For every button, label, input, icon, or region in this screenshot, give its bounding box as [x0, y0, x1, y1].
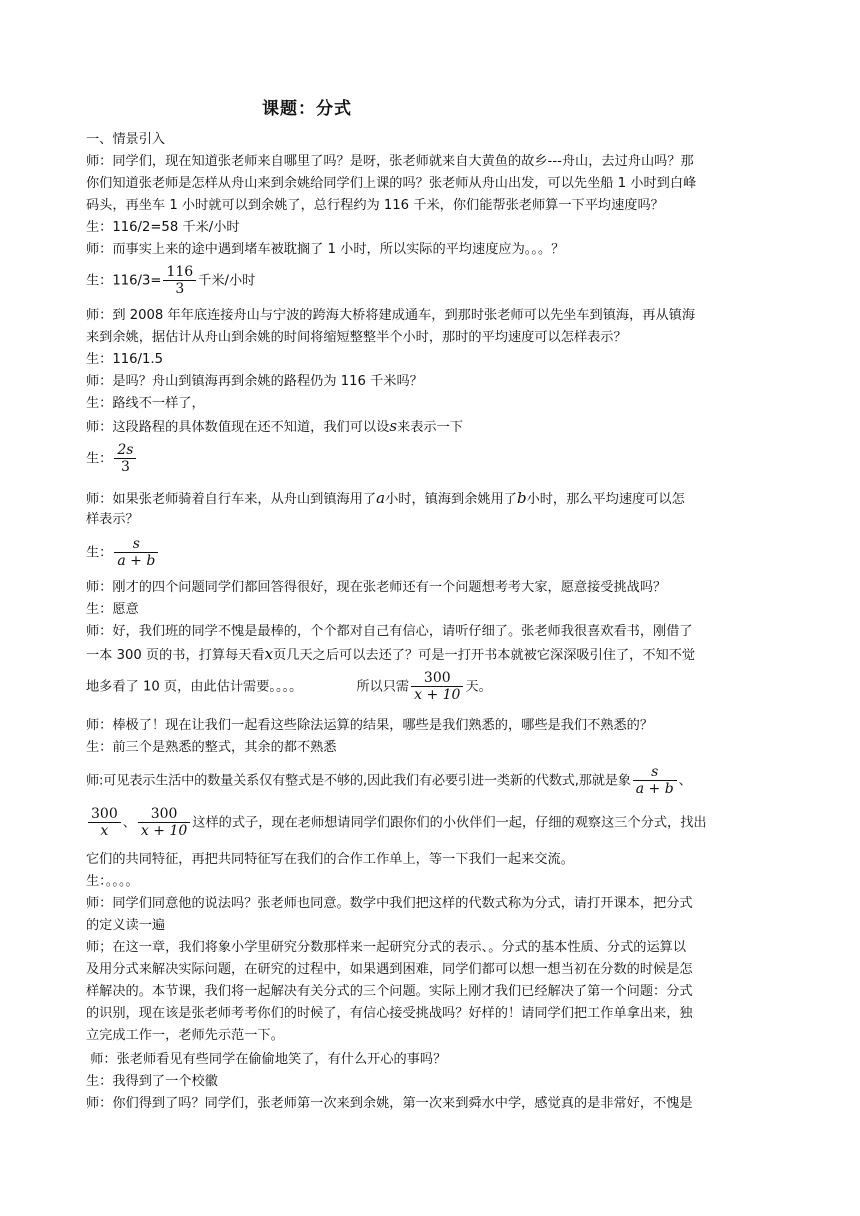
line-text: 小时，镇海到余姚用了 — [385, 492, 517, 507]
paragraph-line: 师：到 2008 年年底连接舟山与宁波的跨海大桥将建成通车，到那时张老师可以先坐车到镇海，再从镇海 — [86, 308, 696, 323]
paragraph-line: 样表示？ — [86, 512, 139, 527]
line-text: 这样的式子，现在老师想请同学们跟你们的小伙伴们一起，仔细的观察这三个分式，找出 — [192, 815, 707, 831]
line-text: 、 — [122, 815, 136, 831]
fraction-denominator: x + 10 — [411, 686, 463, 703]
line-text: 所以只需 — [356, 679, 410, 695]
paragraph-line: 师：同学们同意他的说法吗？张老师也同意。数学中我们把这样的代数式称为分式，请打开课本，把分式 — [86, 896, 693, 911]
paragraph-line: 来到余姚，据估计从舟山到余姚的时间将缩短整整半个小时，那时的平均速度可以怎样表示？ — [86, 330, 627, 345]
paragraph-line — [86, 644, 780, 666]
fraction-denominator: a + b — [114, 552, 158, 569]
paragraph-line: 师：棒极了！现在让我们一起看这些除法运算的结果，哪些是我们熟悉的，哪些是我们不熟悉的？ — [86, 718, 654, 733]
paragraph-line: 师：同学们，现在知道张老师来自哪里了吗？是呀，张老师就来自大黄鱼的故乡---舟山，去过舟山吗？那 — [86, 154, 694, 169]
line-text: 千米/小时 — [198, 273, 256, 289]
paragraph-line: 师；在这一章，我们将象小学里研究分数那样来一起研究分式的表示、。分式的基本性质、分式的运算以 — [86, 940, 687, 955]
paragraph-line-with-fraction — [86, 264, 780, 297]
variable-s: s — [389, 417, 398, 435]
fraction — [633, 764, 677, 797]
paragraph-line: 师：是吗？舟山到镇海再到余姚的路程仍为 116 千米吗？ — [86, 374, 423, 389]
fraction — [163, 264, 196, 297]
paragraph-line: 师：张老师看见有些同学在偷偷地笑了，有什么开心的事吗？ — [86, 1052, 447, 1067]
paragraph-line: 码头，再坐车 1 小时就可以到余姚了，总行程约为 116 千米，你们能帮张老师算一下平均速度吗？ — [86, 198, 664, 213]
line-text: 地多看了 10 页，由此估计需要。。。。 — [86, 679, 303, 695]
fraction-numerator: 300 — [91, 806, 118, 822]
paragraph-line: 及用分式来解决实际问题，在研究的过程中，如果遇到困难，同学们都可以想一想当初在分数的时候是怎 — [86, 962, 693, 977]
fraction-denominator: a + b — [633, 780, 677, 797]
paragraph-line — [86, 416, 780, 438]
paragraph-line: 的识别，现在该是张老师考考你们的时候了，有信心接受挑战吗？好样的！请同学们把工作单拿出来，独 — [86, 1006, 693, 1021]
fraction-numerator: 300 — [150, 806, 178, 822]
paragraph-line: 师：刚才的四个问题同学们都回答得很好，现在张老师还有一个问题想考考大家，愿意接受挑战吗？ — [86, 580, 667, 595]
paragraph-line: 立完成工作一，老师先示范一下。 — [86, 1028, 284, 1043]
line-text: 生：116/3= — [86, 273, 162, 289]
line-text: 师:可见表示生活中的数量关系仅有整式是不够的,因此我们有必要引进一类新的代数式,那就是象 — [86, 773, 631, 789]
variable-b: b — [516, 489, 527, 507]
paragraph-line: 生：愿意 — [86, 602, 139, 617]
variable-x: x — [264, 645, 274, 663]
paragraph-line: 生：路线不一样了， — [86, 396, 205, 411]
page-title: 课题：分式 — [262, 99, 352, 119]
paragraph-line: 师：你们得到了吗？同学们，张老师第一次来到余姚，第一次来到舜水中学，感觉真的是非常好，不愧是 — [86, 1096, 693, 1111]
fraction-numerator: 116 — [166, 264, 194, 280]
fraction — [88, 806, 121, 839]
paragraph-line: 样解决的。本节课，我们将一起解决有关分式的三个问题。实际上刚才我们已经解决了第一个问题：分式 — [86, 984, 693, 999]
paragraph-line — [86, 488, 780, 510]
fraction — [411, 670, 463, 703]
fraction-numerator: s — [651, 764, 659, 780]
line-text: 师：如果张老师骑着自行车来，从舟山到镇海用了 — [86, 492, 377, 507]
fraction-numerator: 300 — [423, 670, 451, 686]
paragraph-line: 生：116/2=58 千米/小时 — [86, 220, 240, 235]
paragraph-line: 师：好，我们班的同学不愧是最棒的，个个都对自己有信心，请听仔细了。张老师我很喜欢看书，刚借了 — [86, 624, 693, 639]
variable-a: a — [376, 489, 386, 507]
paragraph-line-with-fraction — [86, 764, 780, 797]
fraction-denominator: 3 — [114, 458, 136, 475]
fraction-denominator: 3 — [163, 280, 196, 297]
line-text: 生： — [86, 545, 113, 561]
paragraph-line: 它们的共同特征，再把共同特征写在我们的合作工作单上，等一下我们一起来交流。 — [86, 852, 574, 867]
line-text: 来表示一下 — [397, 420, 463, 435]
line-text: 天。 — [465, 679, 492, 695]
paragraph-line: 生：我得到了一个校徽 — [86, 1074, 218, 1089]
fraction — [138, 806, 190, 839]
fraction — [114, 442, 136, 475]
fraction — [114, 536, 158, 569]
fraction-numerator: s — [132, 536, 140, 552]
fraction-denominator: x + 10 — [138, 822, 190, 839]
line-text: 小时，那么平均速度可以怎 — [526, 492, 685, 507]
paragraph-line-with-fraction — [86, 536, 780, 569]
paragraph-line: 生：116/1.5 — [86, 352, 163, 367]
fraction-denominator: x — [88, 822, 121, 839]
line-text: 、 — [678, 773, 692, 789]
paragraph-line: 的定义读一遍 — [86, 918, 166, 933]
paragraph-line: 生：。。。。 — [86, 874, 139, 889]
paragraph-line: 师：而事实上来的途中遇到堵车被耽搁了 1 小时，所以实际的平均速度应为。。。？ — [86, 242, 565, 257]
line-text: 师：这段路程的具体数值现在还不知道，我们可以设 — [86, 420, 390, 435]
paragraph-line: 生：前三个是熟悉的整式，其余的都不熟悉 — [86, 740, 337, 755]
fraction-numerator: 2s — [117, 442, 134, 458]
paragraph-line-with-fraction — [86, 670, 780, 703]
paragraph-line-with-fraction — [86, 806, 780, 839]
paragraph-line: 你们知道张老师是怎样从舟山来到余姚给同学们上课的吗？张老师从舟山出发，可以先坐船 1 小时到白峰 — [86, 176, 697, 191]
paragraph-line-with-fraction — [86, 442, 780, 475]
line-text: 一本 300 页的书，打算每天看 — [86, 648, 265, 663]
line-text: 页几天之后可以去还了？可是一打开书本就被它深深吸引住了，不知不觉 — [273, 648, 696, 663]
section-heading: 一、情景引入 — [86, 132, 166, 147]
line-text: 生： — [86, 451, 113, 467]
